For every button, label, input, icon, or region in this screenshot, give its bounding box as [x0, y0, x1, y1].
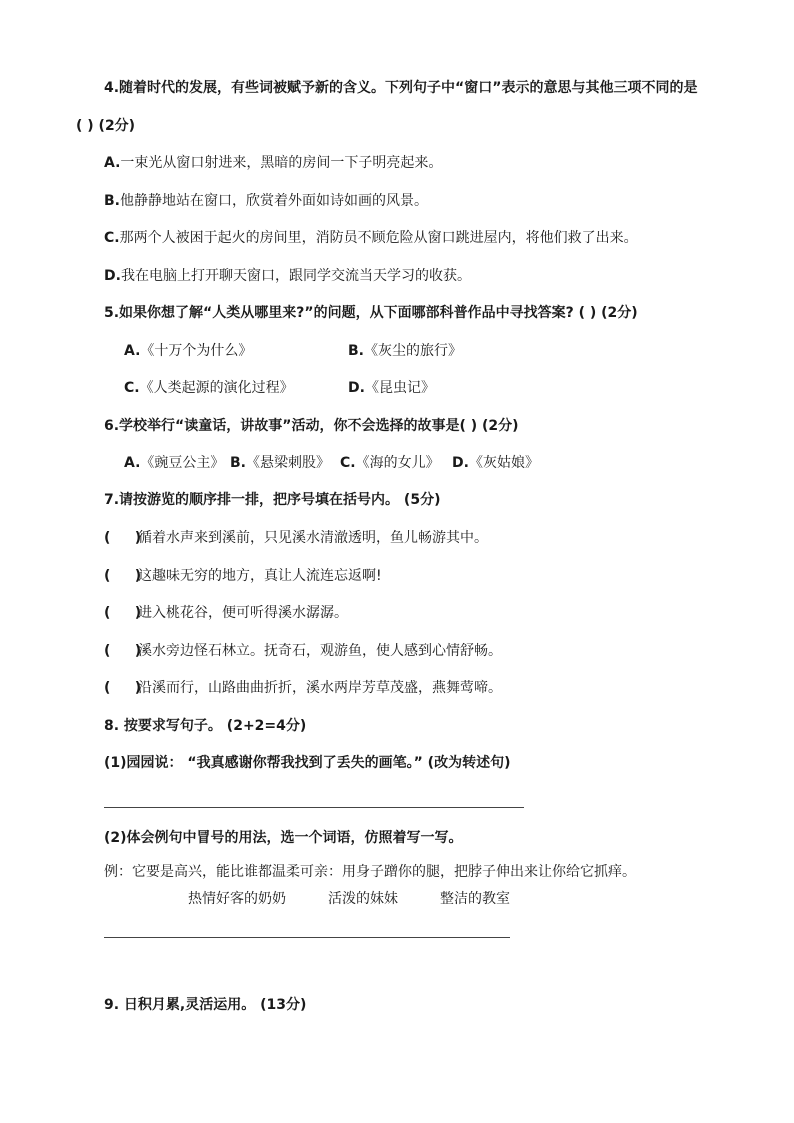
q5-option-c: C.《人类起源的演化过程》 — [124, 380, 294, 396]
q6-stem: 6.学校举行“读童话，讲故事”活动，你不会选择的故事是( ) (2分) — [104, 418, 519, 434]
q7-item-5: ( )沿溪而行，山路曲曲折折，溪水两岸芳草茂盛，燕舞莺啼。 — [104, 680, 502, 696]
q6-option-b: B.《悬梁刺股》 — [230, 455, 330, 471]
q6-option-a: A.《豌豆公主》 — [124, 455, 225, 471]
q6-option-c: C.《海的女儿》 — [340, 455, 440, 471]
q8-word-1: 热情好客的奶奶 — [188, 891, 286, 907]
q8-example: 例：它要是高兴，能比谁都温柔可亲：用身子蹭你的腿，把脖子伸出来让你给它抓痒。 — [104, 864, 636, 880]
q5-option-d: D.《昆虫记》 — [348, 380, 435, 396]
q7-item-4: ( )溪水旁边怪石林立。抚奇石，观游鱼，使人感到心情舒畅。 — [104, 643, 502, 659]
q8-stem: 8. 按要求写句子。 (2+2=4分) — [104, 718, 307, 734]
q4-stem: 4.随着时代的发展，有些词被赋予新的含义。下列句子中“窗口”表示的意思与其他三项不同的是 — [104, 80, 698, 96]
q7-stem: 7.请按游览的顺序排一排，把序号填在括号内。 (5分) — [104, 492, 441, 508]
q8-sub1: (1)园园说： “我真感谢你帮我找到了丢失的画笔。” (改为转述句) — [104, 755, 511, 771]
q5-stem: 5.如果你想了解“人类从哪里来?”的问题，从下面哪部科普作品中寻找答案? ( ) (2分) — [104, 305, 638, 321]
q4-option-c: C.那两个人被困于起火的房间里，消防员不顾危险从窗口跳进屋内，将他们救了出来。 — [104, 230, 638, 246]
q8-answer-line-1[interactable] — [104, 807, 524, 808]
q5-option-a: A.《十万个为什么》 — [124, 343, 253, 359]
q5-option-b: B.《灰尘的旅行》 — [348, 343, 462, 359]
q9-stem: 9. 日积月累,灵活运用。 (13分) — [104, 997, 307, 1013]
q4-option-b: B.他静静地站在窗口，欣赏着外面如诗如画的风景。 — [104, 193, 428, 209]
q8-word-2: 活泼的妹妹 — [328, 891, 398, 907]
q4-option-d: D.我在电脑上打开聊天窗口，跟同学交流当天学习的收获。 — [104, 268, 471, 284]
q7-item-3: ( )进入桃花谷，便可听得溪水潺潺。 — [104, 605, 348, 621]
q8-answer-line-2[interactable] — [104, 937, 510, 938]
q4-blank: ( ) (2分) — [76, 118, 136, 134]
q4-option-a: A.一束光从窗口射进来，黑暗的房间一下子明亮起来。 — [104, 155, 443, 171]
q6-option-d: D.《灰姑娘》 — [452, 455, 539, 471]
q7-item-1: ( )循着水声来到溪前，只见溪水清澈透明，鱼儿畅游其中。 — [104, 530, 488, 546]
q7-item-2: ( )这趣味无穷的地方，真让人流连忘返啊! — [104, 568, 382, 584]
q8-word-3: 整洁的教室 — [440, 891, 510, 907]
q8-sub2: (2)体会例句中冒号的用法，选一个词语，仿照着写一写。 — [104, 830, 463, 846]
